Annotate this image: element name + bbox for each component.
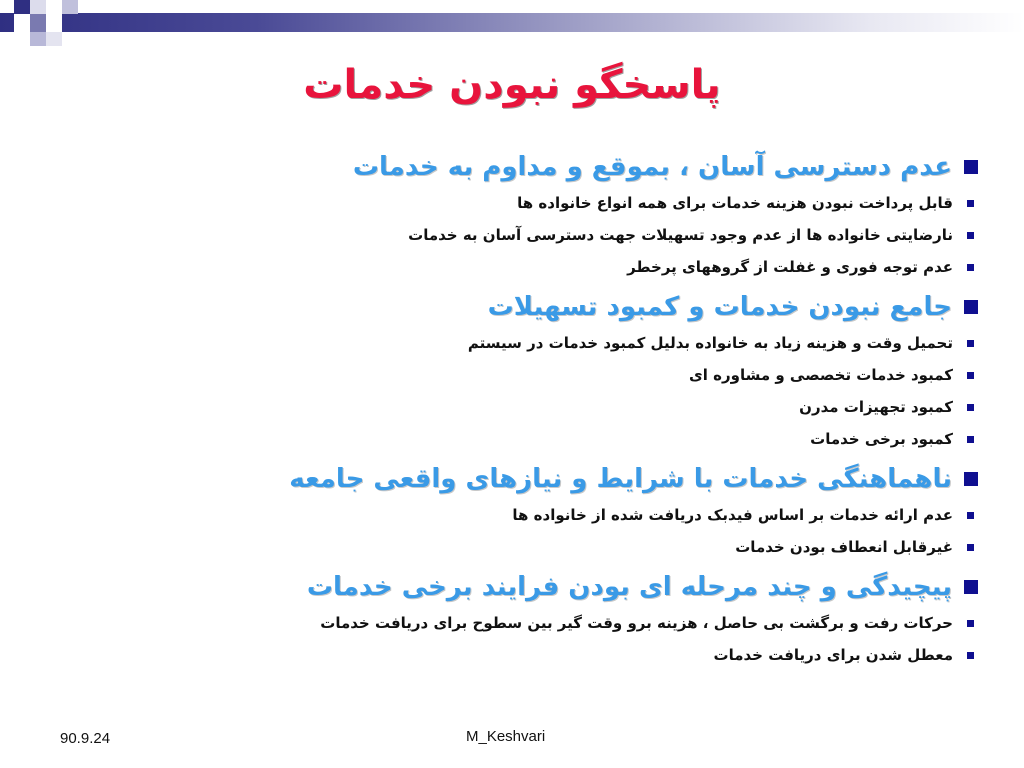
list-item [218, 251, 978, 283]
square-bullet-icon [967, 232, 974, 239]
list-item [218, 499, 978, 531]
section-heading [218, 459, 978, 499]
slide-title: پاسخگو نبودن خدمات [303, 62, 721, 108]
section-heading [218, 147, 978, 187]
list-item [218, 219, 978, 251]
list-item-text: کمبود برخی خدمات [810, 430, 953, 448]
decor-square [46, 14, 62, 32]
square-bullet-icon [964, 580, 978, 594]
section-heading-text: پیچیدگی و چند مرحله ای بودن فرایند برخی خدمات [306, 572, 952, 602]
square-bullet-icon [967, 264, 974, 271]
list-item-text: حرکات رفت و برگشت بی حاصل ، هزینه برو وقت گیر بین سطوح برای دریافت خدمات [320, 614, 953, 632]
list-item [218, 359, 978, 391]
list-item-text: کمبود تجهیزات مدرن [799, 398, 953, 416]
section-heading [218, 287, 978, 327]
decor-square [30, 32, 46, 46]
square-bullet-icon [967, 544, 974, 551]
decor-square [30, 14, 46, 32]
square-bullet-icon [964, 472, 978, 486]
square-bullet-icon [967, 404, 974, 411]
footer-author: M_Keshvari [466, 728, 546, 745]
square-bullet-icon [967, 340, 974, 347]
list-item-text: غیرقابل انعطاف بودن خدمات [735, 538, 953, 556]
header-band [0, 13, 1024, 32]
square-bullet-icon [967, 512, 974, 519]
decor-square [30, 0, 46, 14]
list-item-text: قابل پرداخت نبودن هزینه خدمات برای همه انواع خانواده ها [517, 194, 953, 212]
list-item [218, 607, 978, 639]
decor-square [14, 0, 30, 14]
list-item [218, 531, 978, 563]
section-heading-text: ناهماهنگی خدمات با شرایط و نیازهای واقعی جامعه [289, 464, 952, 494]
decor-square [46, 32, 62, 46]
slide-content [218, 143, 978, 671]
list-item-text: عدم توجه فوری و غفلت از گروههای پرخطر [627, 258, 953, 276]
decor-square [62, 0, 78, 14]
section-heading-text: جامع نبودن خدمات و کمبود تسهیلات [487, 292, 952, 322]
list-item [218, 423, 978, 455]
list-item-text: معطل شدن برای دریافت خدمات [713, 646, 953, 664]
list-item-text: تحمیل وقت و هزینه زیاد به خانواده بدلیل کمبود خدمات در سیستم [467, 334, 953, 352]
square-bullet-icon [964, 300, 978, 314]
square-bullet-icon [967, 372, 974, 379]
square-bullet-icon [967, 200, 974, 207]
list-item-text: عدم ارائه خدمات بر اساس فیدبک دریافت شده از خانواده ها [512, 506, 953, 524]
section-heading [218, 567, 978, 607]
square-bullet-icon [967, 436, 974, 443]
list-item [218, 391, 978, 423]
square-bullet-icon [964, 160, 978, 174]
footer-date: 90.9.24 [60, 730, 111, 747]
decor-square [46, 0, 62, 14]
decor-square [14, 14, 30, 32]
square-bullet-icon [967, 620, 974, 627]
list-item-text: کمبود خدمات تخصصی و مشاوره ای [689, 366, 953, 384]
list-item [218, 639, 978, 671]
list-item-text: نارضایتی خانواده ها از عدم وجود تسهیلات جهت دسترسی آسان به خدمات [408, 226, 953, 244]
list-item [218, 187, 978, 219]
list-item [218, 327, 978, 359]
square-bullet-icon [967, 652, 974, 659]
section-heading-text: عدم دسترسی آسان ، بموقع و مداوم به خدمات [352, 152, 952, 182]
